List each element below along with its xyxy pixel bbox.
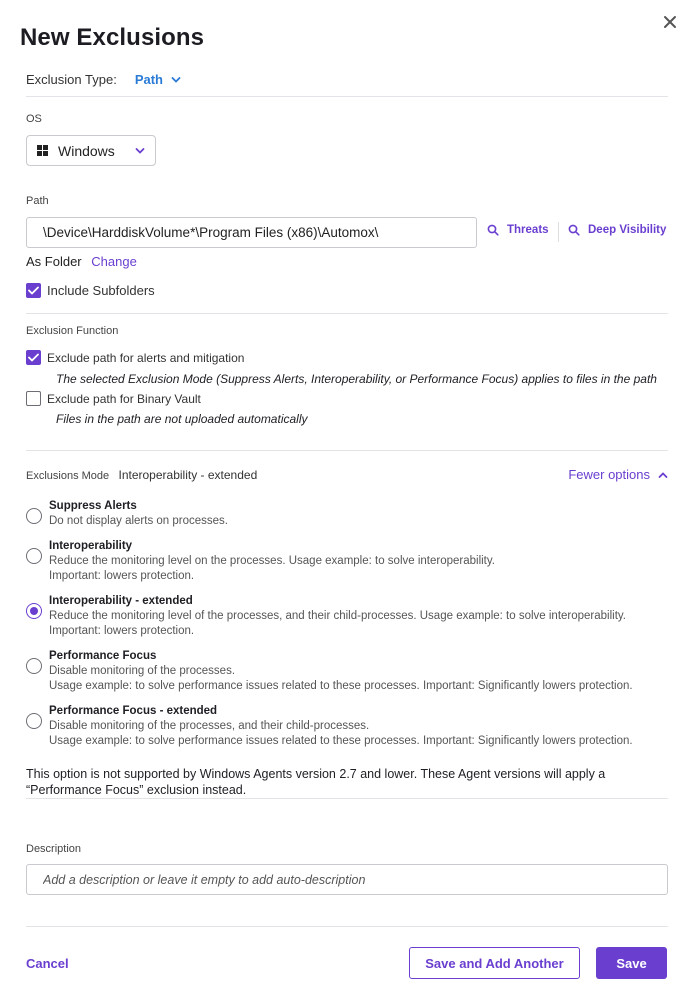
save-button[interactable]: Save	[596, 947, 667, 979]
os-value: Windows	[58, 142, 115, 159]
divider	[26, 926, 668, 927]
exclusions-mode-row	[26, 468, 257, 482]
cancel-button[interactable]: Cancel	[26, 956, 69, 971]
mode-option-performance-focus-extended[interactable]	[26, 704, 633, 749]
os-label: OS	[26, 113, 42, 125]
description-input[interactable]	[26, 864, 668, 895]
include-subfolders-row	[26, 283, 155, 298]
dialog-title: New Exclusions	[20, 24, 205, 51]
mode-option-title: Interoperability	[49, 540, 133, 552]
mode-option-title: Interoperability - extended	[49, 595, 193, 607]
exclude-alerts-note: The selected Exclusion Mode (Suppress Alerts, Interoperability, or Performance Focus) applies to files in the path	[56, 372, 657, 386]
mode-option-suppress-alerts[interactable]	[26, 499, 228, 529]
exclusion-type-value: Path	[134, 72, 163, 87]
fewer-options-label: Fewer options	[568, 467, 650, 482]
as-folder-row	[26, 254, 137, 269]
mode-radio[interactable]	[26, 713, 42, 729]
mode-option-desc: Usage example: to solve performance issues related to these processes. Important: Significantly lowers protection.	[49, 735, 633, 747]
mode-option-title: Performance Focus - extended	[49, 705, 218, 717]
as-folder-label: As Folder	[26, 254, 82, 269]
change-link[interactable]: Change	[91, 254, 137, 269]
deep-visibility-link[interactable]	[568, 224, 666, 236]
mode-option-desc: Important: lowers protection.	[49, 625, 195, 637]
check-icon	[28, 286, 39, 295]
exclude-binary-vault-row	[26, 391, 201, 406]
mode-radio[interactable]	[26, 548, 42, 564]
close-icon[interactable]	[660, 12, 680, 32]
include-subfolders-label: Include Subfolders	[47, 283, 155, 298]
mode-option-desc: Reduce the monitoring level of the processes, and their child-processes. Usage example: to solve interoperability.	[49, 610, 627, 622]
divider	[26, 798, 668, 799]
chevron-up-icon	[658, 471, 668, 479]
exclude-alerts-label: Exclude path for alerts and mitigation	[47, 350, 245, 365]
mode-option-desc: Disable monitoring of the processes.	[49, 665, 236, 677]
check-icon	[28, 353, 39, 362]
divider	[558, 222, 559, 242]
search-icon	[487, 224, 499, 236]
divider	[26, 96, 668, 97]
search-icon	[568, 224, 580, 236]
mode-option-interoperability-extended[interactable]	[26, 594, 626, 639]
mode-radio-selected[interactable]	[26, 603, 42, 619]
mode-radio[interactable]	[26, 658, 42, 674]
description-label: Description	[26, 843, 82, 855]
mode-option-title: Performance Focus	[49, 650, 157, 662]
exclusions-mode-label: Exclusions Mode	[26, 470, 110, 482]
save-and-add-another-button[interactable]: Save and Add Another	[409, 947, 580, 979]
mode-option-desc: Do not display alerts on processes.	[49, 515, 228, 527]
divider	[26, 450, 668, 451]
mode-option-desc: Important: lowers protection.	[49, 570, 195, 582]
exclude-alerts-checkbox[interactable]	[26, 350, 41, 365]
deep-visibility-link-label: Deep Visibility	[588, 224, 667, 236]
chevron-down-icon	[171, 76, 181, 84]
include-subfolders-checkbox[interactable]	[26, 283, 41, 298]
exclusion-type-dropdown[interactable]	[135, 72, 181, 87]
agent-version-warning: This option is not supported by Windows Agents version 2.7 and lower. These Agent versions will apply a “Performance Focus” exclusion instead.	[26, 767, 606, 797]
mode-option-desc: Reduce the monitoring level on the processes. Usage example: to solve interoperability.	[49, 555, 495, 567]
mode-option-desc: Usage example: to solve performance issues related to these processes. Important: Significantly lowers protection.	[49, 680, 633, 692]
exclusion-type-row	[26, 72, 181, 87]
path-input[interactable]	[26, 217, 477, 248]
exclusion-function-label: Exclusion Function	[26, 325, 119, 337]
windows-logo-icon	[37, 145, 48, 156]
exclude-alerts-row	[26, 350, 244, 365]
fewer-options-toggle[interactable]	[568, 467, 668, 482]
exclude-binary-vault-label: Exclude path for Binary Vault	[47, 391, 201, 406]
chevron-down-icon	[135, 147, 145, 155]
mode-option-interoperability[interactable]	[26, 539, 495, 584]
os-select[interactable]	[26, 135, 156, 166]
exclusion-type-label: Exclusion Type:	[26, 72, 117, 87]
mode-radio[interactable]	[26, 508, 42, 524]
exclusions-mode-value: Interoperability - extended	[118, 468, 258, 482]
mode-option-desc: Disable monitoring of the processes, and their child-processes.	[49, 720, 370, 732]
divider	[26, 313, 668, 314]
path-label: Path	[26, 195, 49, 207]
exclude-binary-vault-note: Files in the path are not uploaded automatically	[56, 412, 308, 426]
mode-option-title: Suppress Alerts	[49, 500, 137, 512]
threats-link[interactable]	[487, 224, 549, 236]
threats-link-label: Threats	[507, 224, 549, 236]
mode-option-performance-focus[interactable]	[26, 649, 633, 694]
exclude-binary-vault-checkbox[interactable]	[26, 391, 41, 406]
